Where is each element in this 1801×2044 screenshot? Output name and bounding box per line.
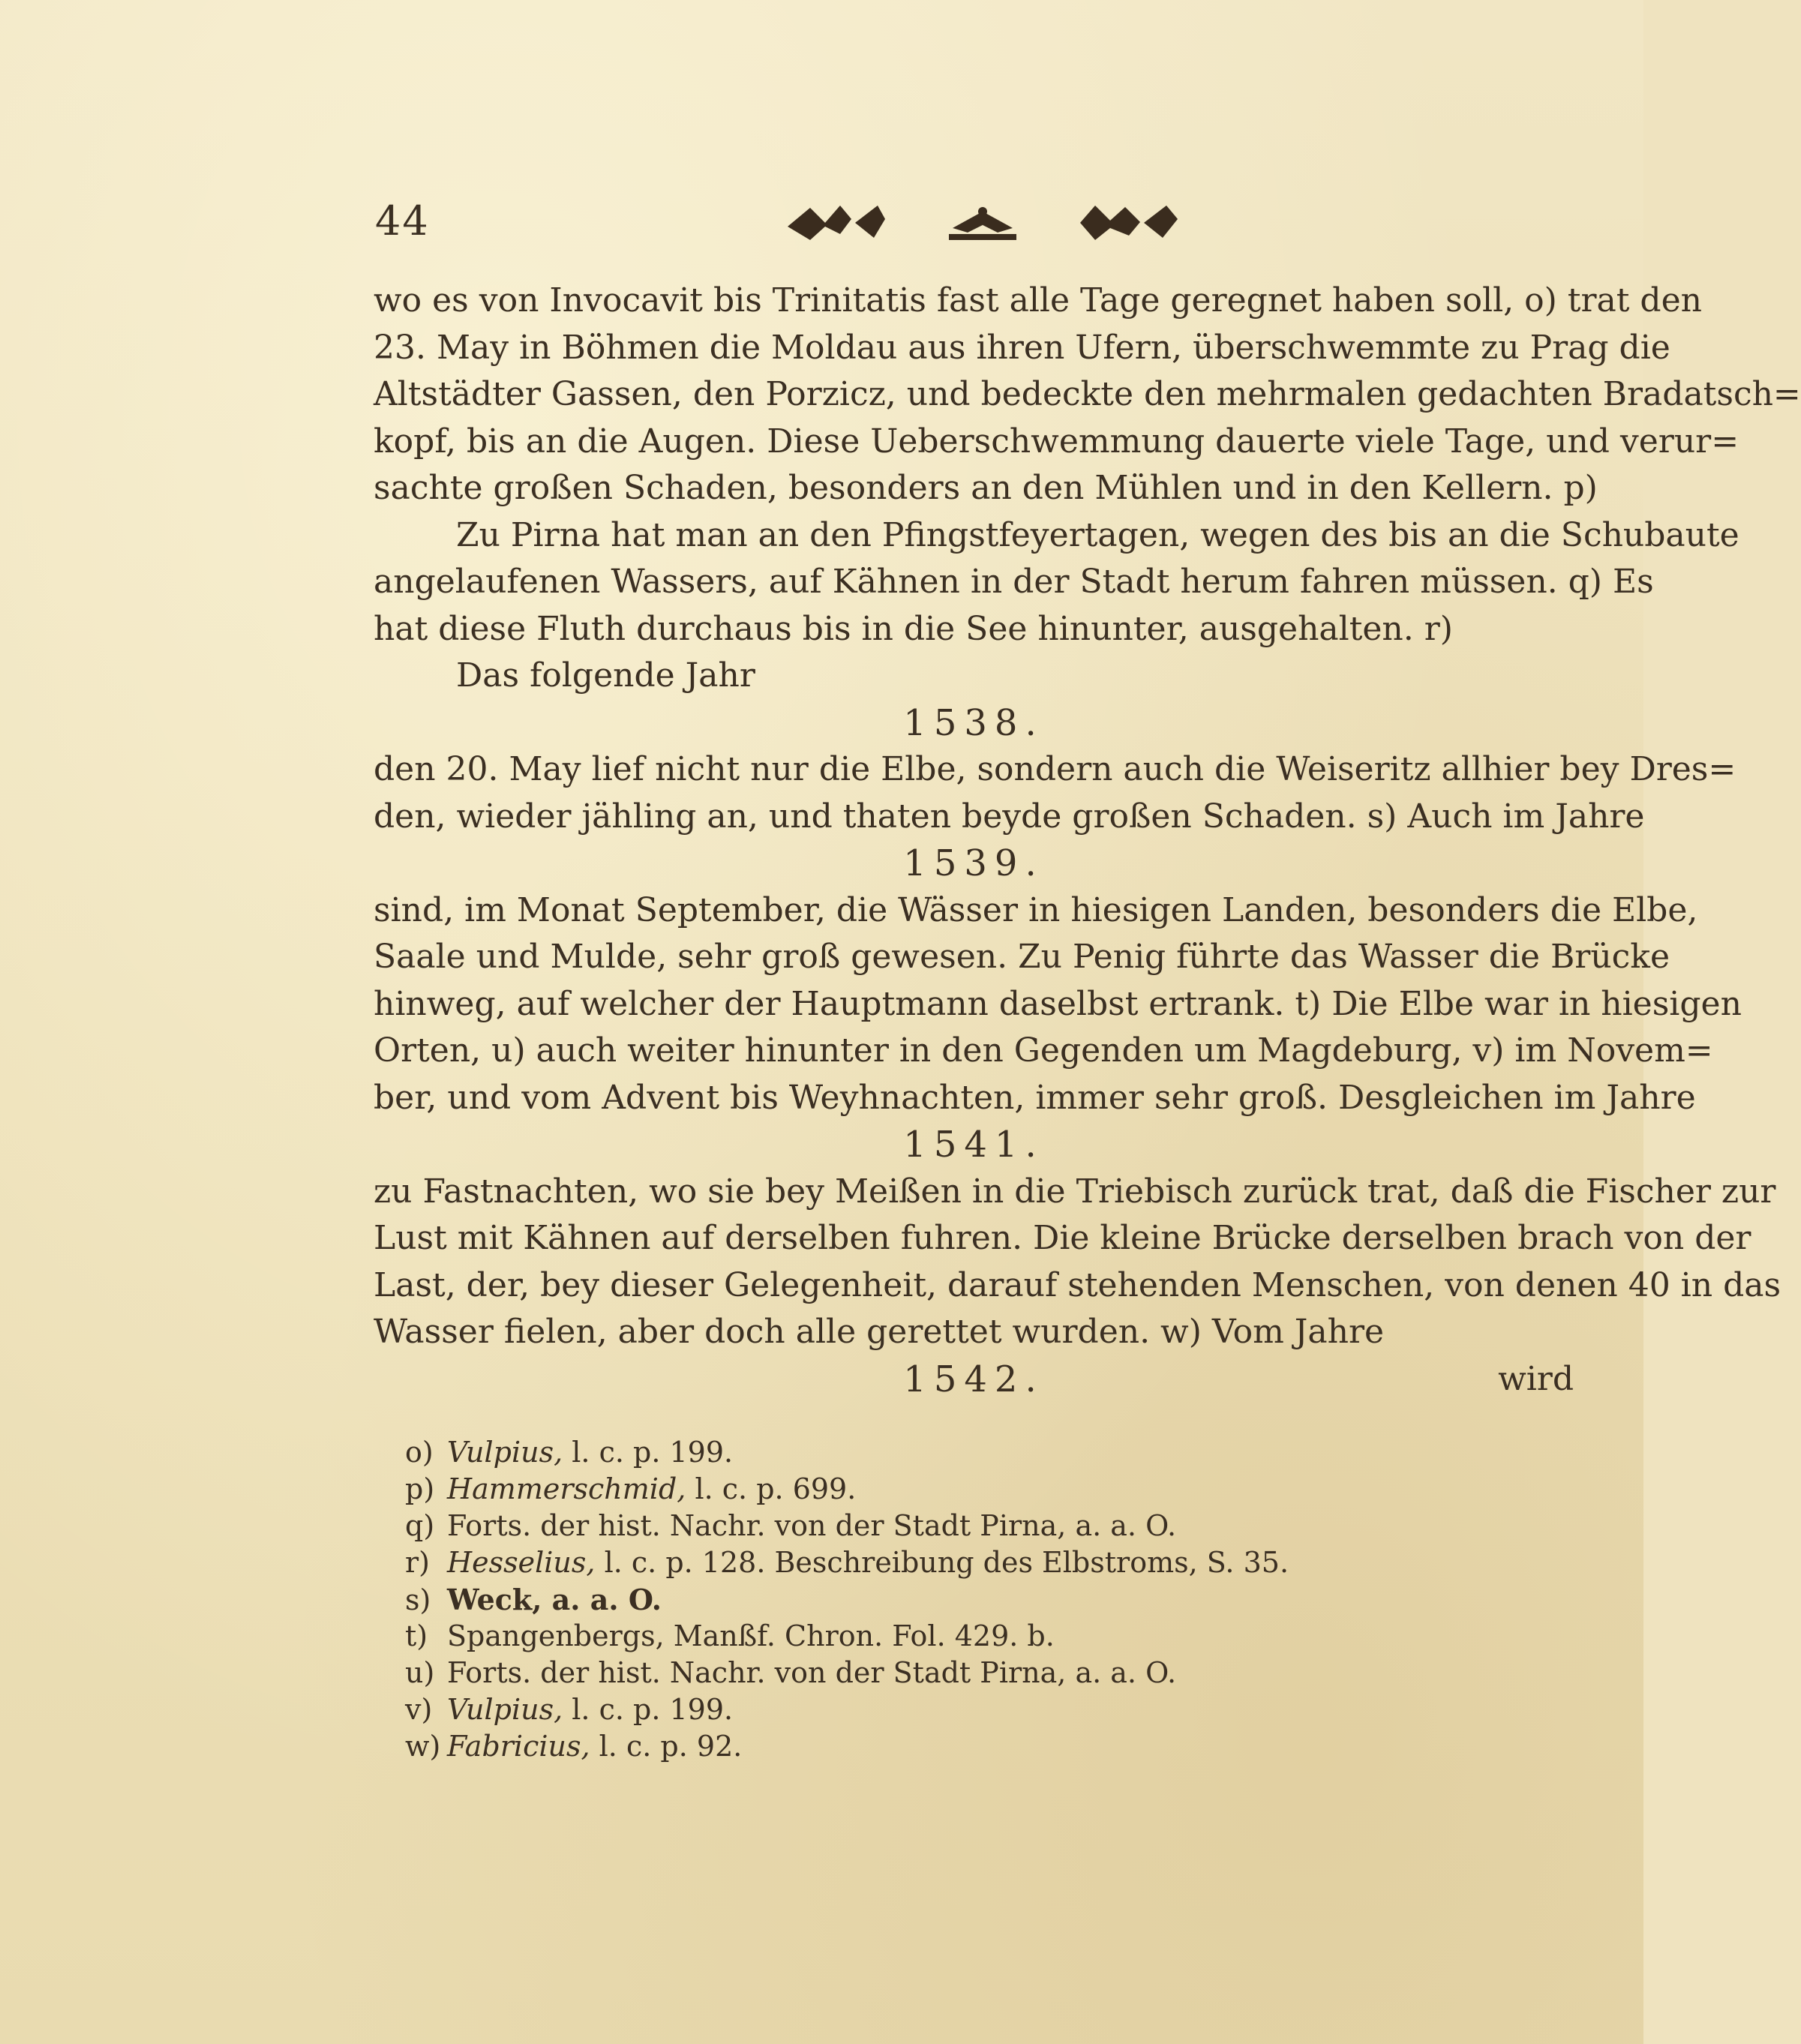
main-text	[374, 278, 1801, 1403]
footnote-reference: l. c. p. 199.	[563, 1436, 734, 1469]
text-line: Lust mit Kähnen auf derselben fuhren. Die kleine Brücke derselben brach von der	[374, 1219, 1751, 1257]
footnote-label: v)	[405, 1693, 433, 1726]
text-line: angelaufenen Wassers, auf Kähnen in der Stadt herum fahren müssen. q) Es	[374, 563, 1654, 601]
text-line: Saale und Mulde, sehr groß gewesen. Zu Penig führte das Wasser die Brücke	[374, 938, 1670, 976]
page-number: 44	[375, 197, 430, 245]
text-line: Das folgende Jahr	[456, 656, 755, 695]
text-line: zu Fastnachten, wo sie bey Meißen in die Triebisch zurück trat, daß die Fischer zur	[374, 1172, 1776, 1211]
footnote-label: o)	[405, 1436, 434, 1469]
footnote-reference: Forts. der hist. Nachr. von der Stadt Pirna, a. a. O.	[447, 1656, 1177, 1689]
footnote	[405, 1581, 1380, 1618]
year-heading-1539: 1539.	[903, 842, 1044, 884]
year-row-1542	[374, 1356, 1574, 1403]
year-heading-1538: 1538.	[903, 701, 1044, 744]
text-line: hinweg, auf welcher der Hauptmann daselbst ertrank. t) Die Elbe war in hiesigen	[374, 984, 1742, 1023]
footnote-reference: l. c. p. 128. Beschreibung des Elbstroms, S. 35.	[595, 1546, 1289, 1579]
footnote-label: q)	[405, 1509, 435, 1542]
catchword: wird	[1498, 1359, 1574, 1398]
text-line: Zu Pirna hat man an den Pfingstfeyertagen, wegen des bis an die Schubaute	[456, 515, 1739, 554]
text-line: sachte großen Schaden, besonders an den Mühlen und in den Kellern. p)	[374, 469, 1598, 507]
text-line: Last, der, bey dieser Gelegenheit, darauf stehenden Menschen, von denen 40 in das	[374, 1265, 1781, 1304]
footnote-author: Hammerschmid,	[447, 1472, 686, 1505]
footnote-reference: Forts. der hist. Nachr. von der Stadt Pirna, a. a. O.	[447, 1509, 1177, 1542]
footnote	[405, 1544, 1380, 1581]
footnote-label: w)	[405, 1730, 441, 1763]
footnote-label: u)	[405, 1656, 435, 1689]
text-line: Altstädter Gassen, den Porzicz, und bedeckte den mehrmalen gedachten Bradatsch=	[374, 375, 1801, 413]
footnote-author: Hesselius,	[447, 1546, 596, 1579]
footnote-author: Vulpius,	[447, 1693, 563, 1726]
text-line: den 20. May lief nicht nur die Elbe, sondern auch die Weiseritz allhier bey Dres=	[374, 750, 1736, 788]
footnote	[405, 1434, 1380, 1471]
footnote	[405, 1508, 1380, 1544]
text-line: ber, und vom Advent bis Weyhnachten, immer sehr groß. Desgleichen im Jahre	[374, 1078, 1696, 1117]
footnote-reference: Weck, a. a. O.	[447, 1583, 662, 1616]
text-line: hat diese Fluth durchaus bis in die See hinunter, ausgehalten. r)	[374, 609, 1453, 648]
text-line: Orten, u) auch weiter hinunter in den Gegenden um Magdeburg, v) im Novem=	[374, 1031, 1713, 1070]
footnote-label: p)	[405, 1472, 435, 1505]
text-line: wo es von Invocavit bis Trinitatis fast alle Tage geregnet haben soll, o) trat den	[374, 281, 1702, 320]
footnote	[405, 1471, 1380, 1508]
footnote-author: Fabricius,	[447, 1730, 590, 1763]
footnote-author: Vulpius,	[447, 1436, 563, 1469]
text-line: sind, im Monat September, die Wässer in hiesigen Landen, besonders die Elbe,	[374, 890, 1698, 929]
year-heading-1541: 1541.	[903, 1124, 1044, 1166]
footnote-reference: l. c. p. 199.	[563, 1693, 734, 1726]
footnote	[405, 1618, 1380, 1655]
footnote-label: t)	[405, 1619, 428, 1652]
footnote-label: r)	[405, 1546, 430, 1579]
year-heading-1542: 1542.	[903, 1358, 1044, 1400]
footnotes	[405, 1434, 1380, 1765]
text-line: kopf, bis an die Augen. Diese Ueberschwemmung dauerte viele Tage, und verur=	[374, 422, 1739, 461]
footnote	[405, 1691, 1380, 1728]
text-line: Wasser fielen, aber doch alle gerettet wurden. w) Vom Jahre	[374, 1313, 1385, 1351]
footnote	[405, 1655, 1380, 1691]
floral-header-ornament-icon	[780, 197, 1185, 249]
footnote-reference: Spangenbergs, Manßf. Chron. Fol. 429. b.	[447, 1619, 1055, 1652]
text-line: den, wieder jähling an, und thaten beyde großen Schaden. s) Auch im Jahre	[374, 797, 1645, 836]
text-line: 23. May in Böhmen die Moldau aus ihren Ufern, überschwemmte zu Prag die	[374, 328, 1670, 367]
footnote-reference: l. c. p. 699.	[686, 1472, 857, 1505]
footnote-label: s)	[405, 1583, 431, 1616]
footnote-reference: l. c. p. 92.	[590, 1730, 743, 1763]
footnote	[405, 1728, 1380, 1765]
